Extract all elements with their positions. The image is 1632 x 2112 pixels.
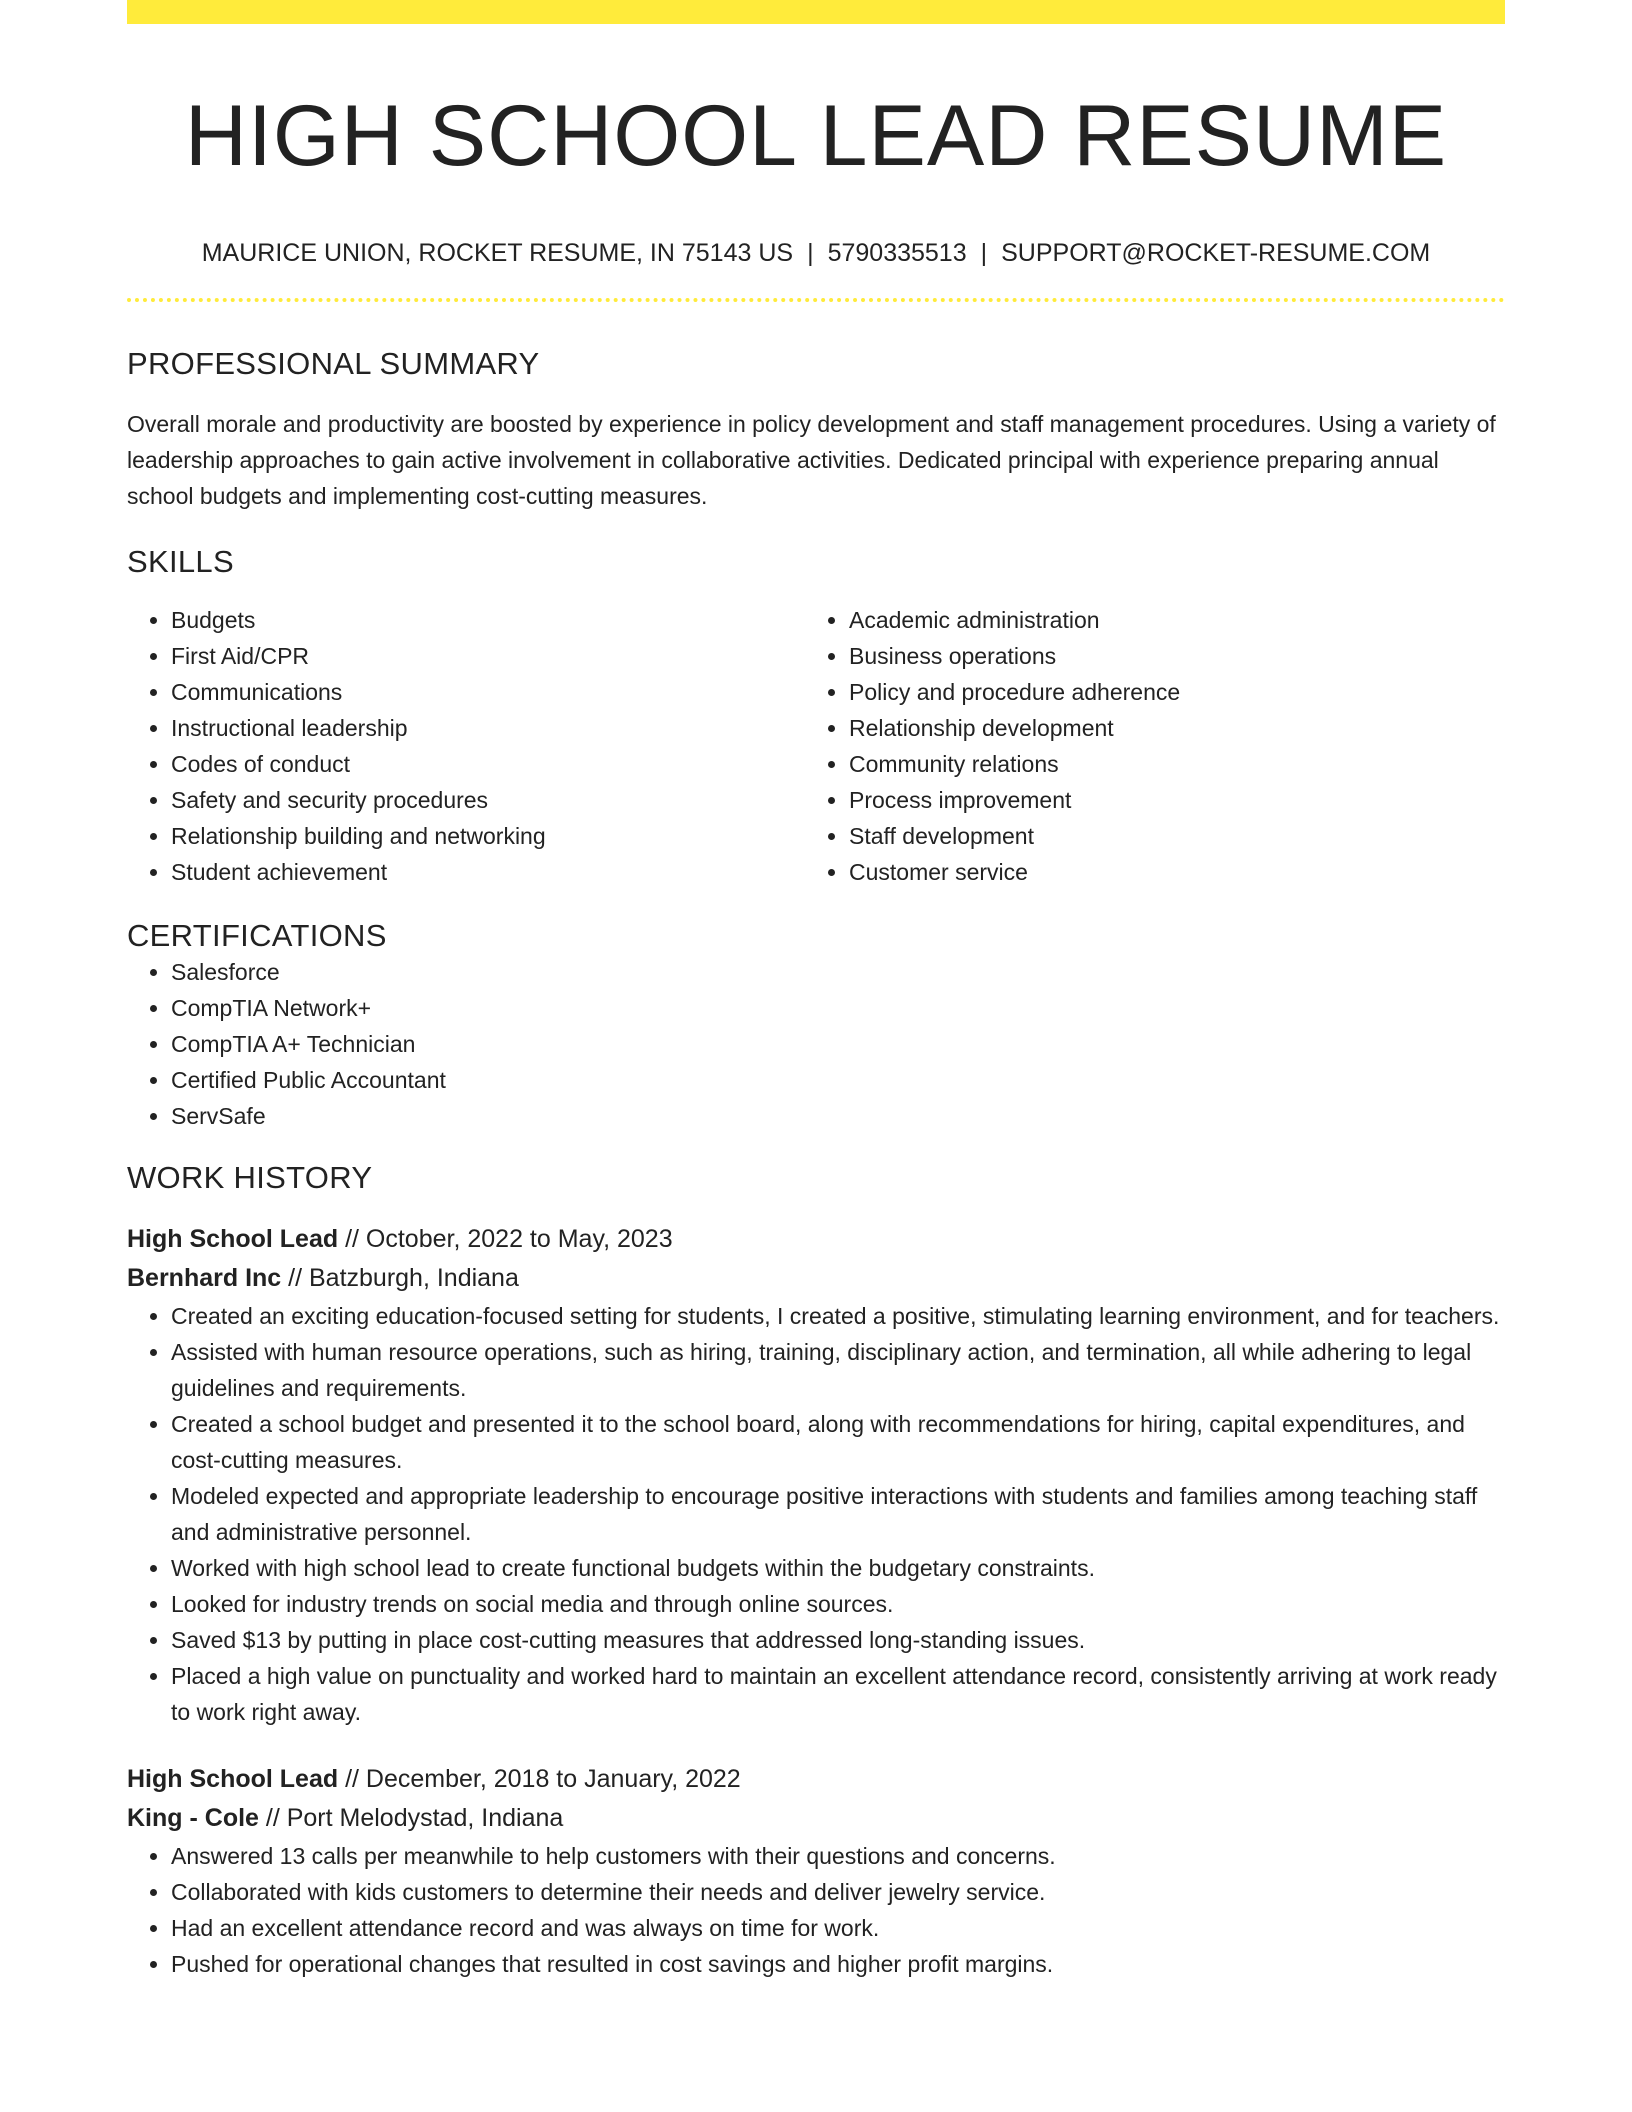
- skill-item: • Process improvement: [849, 782, 1483, 818]
- job-bullet: • Collaborated with kids customers to determine their needs and deliver jewelry service.: [171, 1874, 1505, 1910]
- contact-separator: |: [980, 239, 988, 267]
- job-bullet: • Modeled expected and appropriate leadership to encourage positive interactions with students and families among teaching staff and administrative personnel.: [171, 1478, 1505, 1550]
- skill-item: • Communications: [171, 674, 805, 710]
- resume-page: [127, 0, 1505, 1982]
- job-bullet: • Created a school budget and presented it to the school board, along with recommendations for hiring, capital expenditures, and cost-cutting measures.: [171, 1406, 1505, 1478]
- skill-item: • Staff development: [849, 818, 1483, 854]
- contact-email: SUPPORT@ROCKET-RESUME.COM: [1001, 239, 1431, 267]
- job-bullet: • Looked for industry trends on social media and through online sources.: [171, 1586, 1505, 1622]
- skill-item: • Customer service: [849, 854, 1483, 890]
- skill-item: • Relationship building and networking: [171, 818, 805, 854]
- skill-item: • Safety and security procedures: [171, 782, 805, 818]
- job-title: High School Lead: [127, 1765, 339, 1793]
- contact-separator: |: [807, 239, 814, 267]
- job-bullet: • Worked with high school lead to create functional budgets within the budgetary constraints.: [171, 1550, 1505, 1586]
- top-accent-bar: [127, 0, 1505, 24]
- certification-item: • Certified Public Accountant: [171, 1062, 1505, 1098]
- job-title-line: [127, 1220, 1505, 1259]
- job-company-line: [127, 1259, 1505, 1298]
- skills-grid: [127, 602, 1505, 890]
- resume-title: HIGH SCHOOL LEAD RESUME: [184, 88, 1448, 184]
- contact-phone: 5790335513: [827, 239, 967, 267]
- skill-item: • Business operations: [849, 638, 1483, 674]
- job-company: King - Cole: [127, 1804, 259, 1832]
- job-location: // Port Melodystad, Indiana: [265, 1804, 564, 1832]
- job-bullet: • Assisted with human resource operations, such as hiring, training, disciplinary action, and termination, all while adhering to legal guidelines and requirements.: [171, 1334, 1505, 1406]
- job-bullet: • Pushed for operational changes that resulted in cost savings and higher profit margins.: [171, 1946, 1505, 1982]
- skill-item: • Codes of conduct: [171, 746, 805, 782]
- job-bullet: • Had an excellent attendance record and was always on time for work.: [171, 1910, 1505, 1946]
- job-bullets: [127, 1838, 1505, 1982]
- job-bullet: • Answered 13 calls per meanwhile to help customers with their questions and concerns.: [171, 1838, 1505, 1874]
- contact-line: [127, 238, 1505, 268]
- skill-item: • Instructional leadership: [171, 710, 805, 746]
- job-company-line: [127, 1799, 1505, 1838]
- job-bullets: [127, 1298, 1505, 1730]
- job-company: Bernhard Inc: [127, 1264, 282, 1292]
- skill-item: • Community relations: [849, 746, 1483, 782]
- skill-item: • Relationship development: [849, 710, 1483, 746]
- skills-list-right: [805, 602, 1483, 890]
- certification-item: • CompTIA Network+: [171, 990, 1505, 1026]
- certification-item: • ServSafe: [171, 1098, 1505, 1134]
- contact-address: MAURICE UNION, ROCKET RESUME, IN 75143 US: [201, 239, 794, 267]
- skills-list-left: [127, 602, 805, 890]
- job-bullet: • Saved $13 by putting in place cost-cutting measures that addressed long-standing issues.: [171, 1622, 1505, 1658]
- job-entry: [127, 1220, 1505, 1730]
- job-dates: // October, 2022 to May, 2023: [345, 1225, 673, 1253]
- certification-item: • Salesforce: [171, 954, 1505, 990]
- dotted-divider: [127, 298, 1505, 302]
- summary-heading: PROFESSIONAL SUMMARY: [127, 346, 540, 381]
- skill-item: • Budgets: [171, 602, 805, 638]
- skill-item: • Academic administration: [849, 602, 1483, 638]
- job-title-line: [127, 1760, 1505, 1799]
- summary-text: Overall morale and productivity are boosted by experience in policy development and staff management procedures. Using a variety of leadership approaches to gain active involvement in collaborative activities. Dedicated principal with experience preparing annual school budgets and implementing cost-cutting measures.: [127, 411, 1496, 509]
- job-bullet: • Created an exciting education-focused setting for students, I created a positive, stimulating learning environment, and for teachers.: [171, 1298, 1505, 1334]
- work-history-heading: WORK HISTORY: [127, 1160, 373, 1195]
- job-entry: [127, 1760, 1505, 1982]
- skill-item: • Student achievement: [171, 854, 805, 890]
- job-location: // Batzburgh, Indiana: [288, 1264, 519, 1292]
- job-title: High School Lead: [127, 1225, 339, 1253]
- job-dates: // December, 2018 to January, 2022: [345, 1765, 741, 1793]
- skill-item: • First Aid/CPR: [171, 638, 805, 674]
- job-bullet: • Placed a high value on punctuality and worked hard to maintain an excellent attendance record, consistently arriving at work ready to work right away.: [171, 1658, 1505, 1730]
- skill-item: • Policy and procedure adherence: [849, 674, 1483, 710]
- certification-item: • CompTIA A+ Technician: [171, 1026, 1505, 1062]
- certifications-heading: CERTIFICATIONS: [127, 918, 387, 953]
- skills-heading: SKILLS: [127, 544, 234, 579]
- certifications-list: [127, 954, 1505, 1134]
